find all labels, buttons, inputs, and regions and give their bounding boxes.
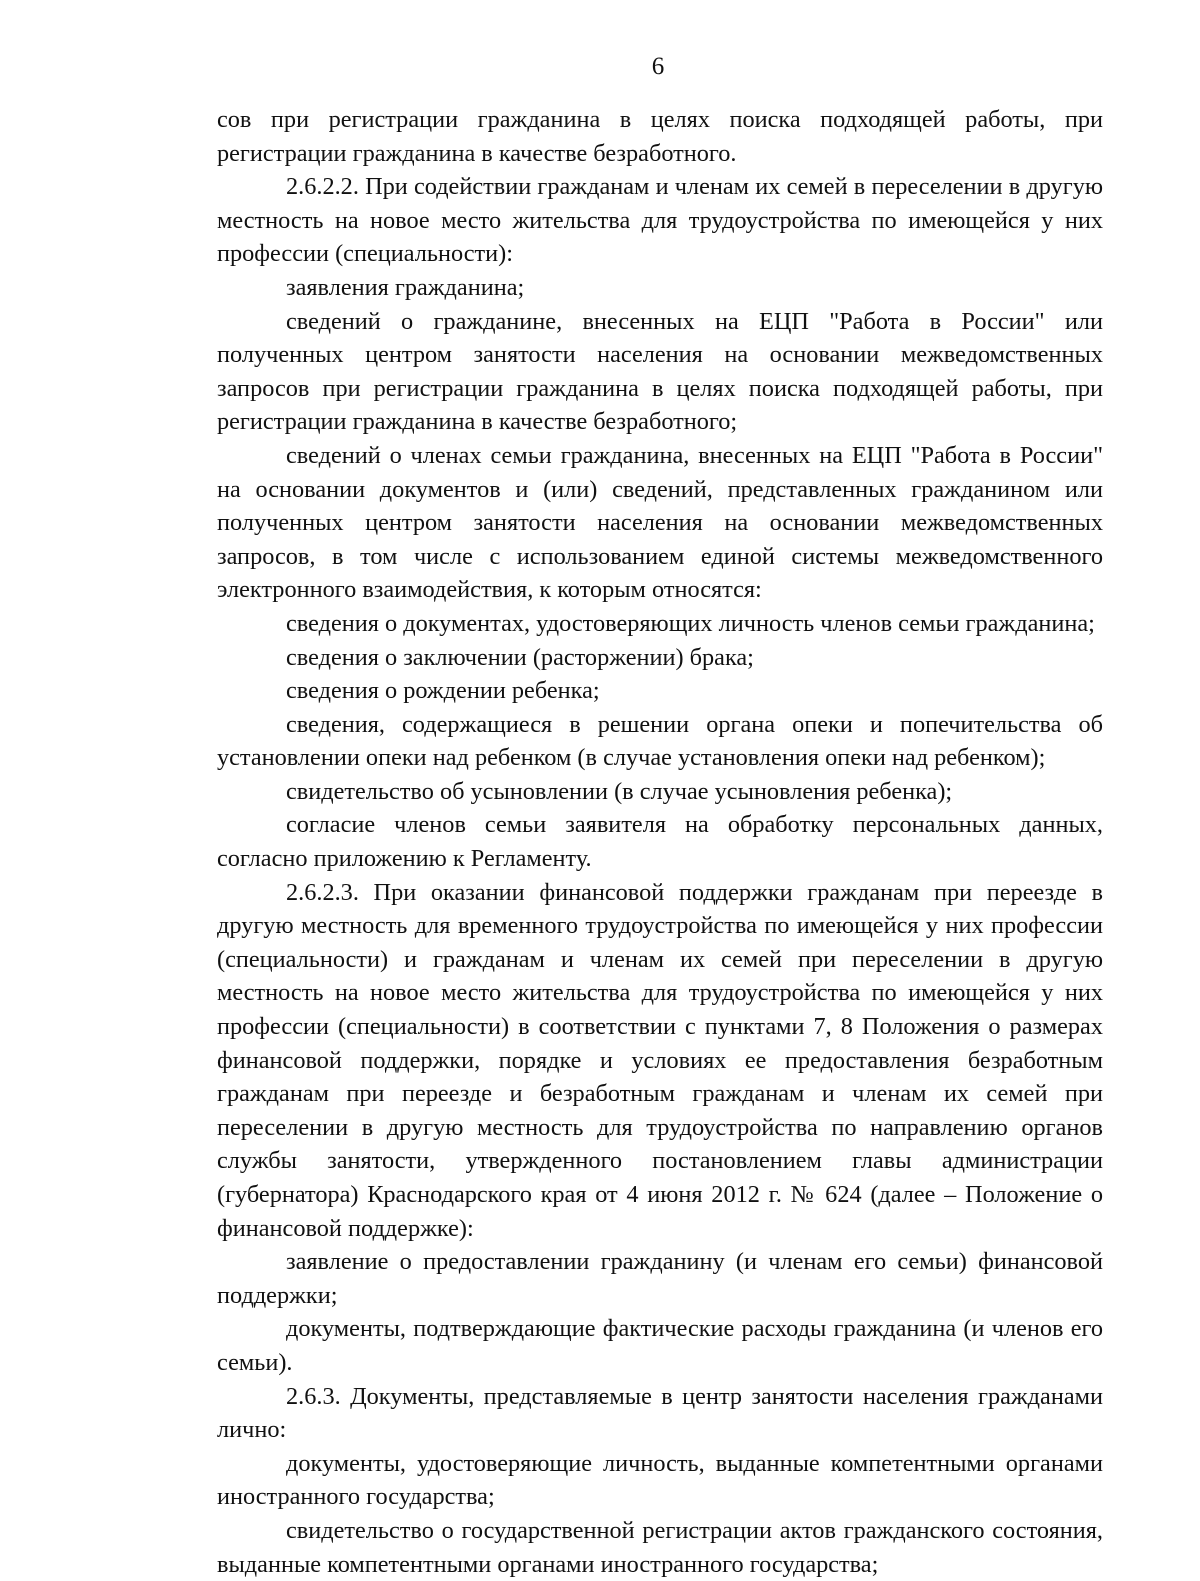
paragraph: согласие членов семьи заявителя на обработку персональных данных, согласно приложению к Регламенту.	[217, 811, 1103, 873]
paragraph: сведения о рождении ребенка;	[286, 677, 600, 705]
paragraph: заявления гражданина;	[286, 273, 525, 301]
paragraph: сведения, содержащиеся в решении органа опеки и попечительства об установлении опеки над ребенком (в случае установления опеки над ребенком);	[217, 710, 1103, 772]
paragraph: сведения о заключении (расторжении) брака;	[286, 643, 754, 671]
paragraph: заявление о предоставлении гражданину (и членам его семьи) финансовой поддержки;	[217, 1248, 1103, 1309]
paragraph: 2.6.2.3. При оказании финансовой поддержки гражданам при переезде в другую местность для временного трудоустройства по имеющейся у них профессии (специальности) и гражданам и членам их семей при переселении в другую местность на новое место жительства для трудоустройства по имеющейся у них профессии (специальности) в соответствии с пунктами 7, 8 Положения о размерах финансовой поддержки, порядке и условиях ее предоставления безработным гражданам при переезде и безработным гражданам и членам их семей при переселении в другую местность для трудоустройства по направлению органов службы занятости, утвержденного постановлением главы администрации (губернатора) Краснодарского края от 4 июня 2012 г. № 624 (далее – Положение о финансовой поддержке):	[217, 878, 1103, 1242]
paragraph: сведений о членах семьи гражданина, внесенных на ЕЦП "Работа в России" на основании документов и (или) сведений, представленных гражданином или полученных центром занятости населения на основании межведомственных запросов, в том числе с использованием единой системы межведомственного электронного взаимодействия, к которым относятся:	[217, 441, 1103, 604]
paragraph: 2.6.2.2. При содействии гражданам и членам их семей в переселении в другую местность на новое место жительства для трудоустройства по имеющейся у них профессии (специальности):	[217, 173, 1103, 268]
paragraph: сведений о гражданине, внесенных на ЕЦП "Работа в России" или полученных центром занятости населения на основании межведомственных запросов при регистрации гражданина в целях поиска подходящей работы, при регистрации гражданина в качестве безработного;	[217, 307, 1103, 436]
paragraph: сведения о документах, удостоверяющих личность членов семьи гражданина;	[286, 609, 1095, 637]
paragraph: свидетельство о государственной регистрации актов гражданского состояния, выданные компетентными органами иностранного государства;	[217, 1516, 1103, 1578]
document-body	[217, 103, 1103, 1581]
paragraph: 2.6.3. Документы, представляемые в центр занятости населения гражданами лично:	[217, 1382, 1103, 1444]
page-number: 6	[651, 53, 665, 80]
paragraph: сов при регистрации гражданина в целях поиска подходящей работы, при регистрации гражданина в качестве безработного.	[217, 106, 1103, 167]
paragraph: документы, подтверждающие фактические расходы гражданина (и членов его семьи).	[217, 1315, 1103, 1376]
paragraph: свидетельство об усыновлении (в случае усыновления ребенка);	[286, 777, 953, 805]
paragraph: документы, удостоверяющие личность, выданные компетентными органами иностранного государства;	[217, 1449, 1103, 1511]
